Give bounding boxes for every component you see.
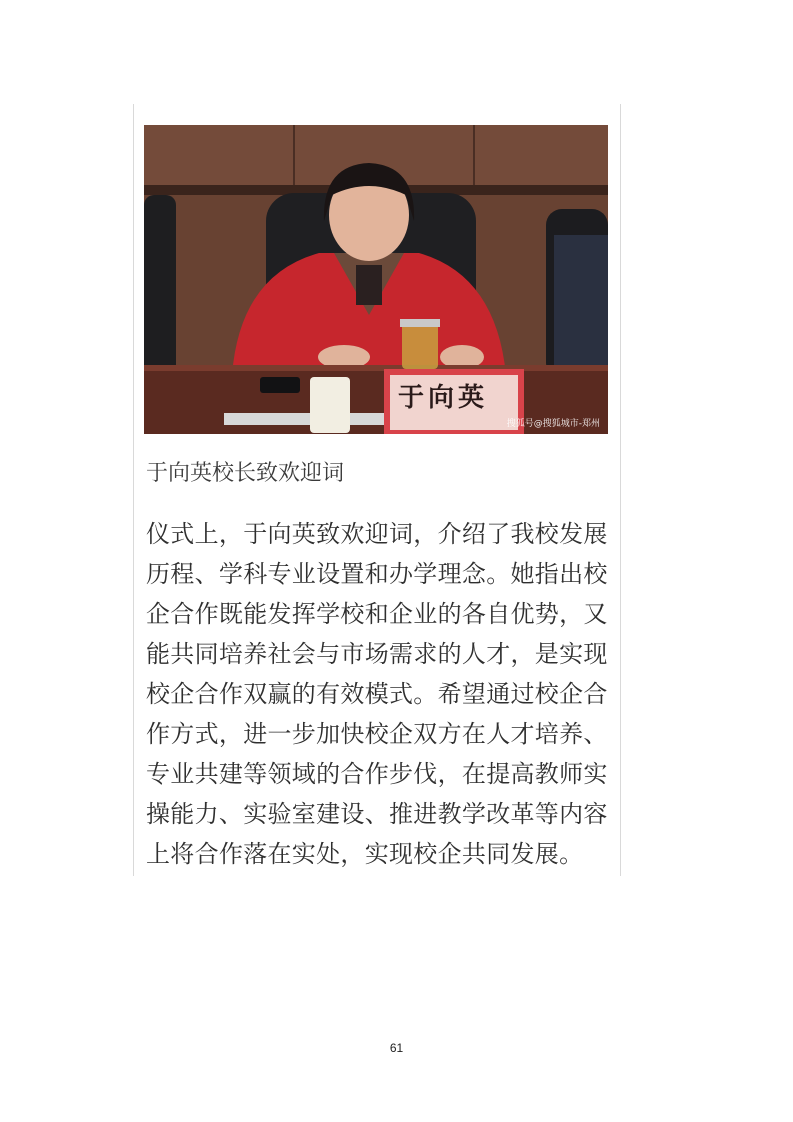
article-body: 仪式上，于向英致欢迎词，介绍了我校发展历程、学科专业设置和办学理念。她指出校企合作既能发挥学校和企业的各自优势，又能共同培养社会与市场需求的人才，是实现校企合作双赢的有效模式。希望通过校企合作方式，进一步加快校企双方在人才培养、专业共建等领域的合作步伐，在提高教师实操能力、实验室建设、推进教学改革等内容上将合作落在实处，实现校企共同发展。	[146, 520, 608, 868]
article-photo	[144, 125, 608, 434]
page-number: 61	[389, 1041, 404, 1055]
photo-watermark: 搜狐号@搜狐城市-郑州	[506, 419, 600, 429]
nameplate-text: 于向英	[398, 383, 489, 413]
photo-scene	[144, 125, 608, 434]
photo-caption: 于向英校长致欢迎词	[146, 461, 345, 486]
